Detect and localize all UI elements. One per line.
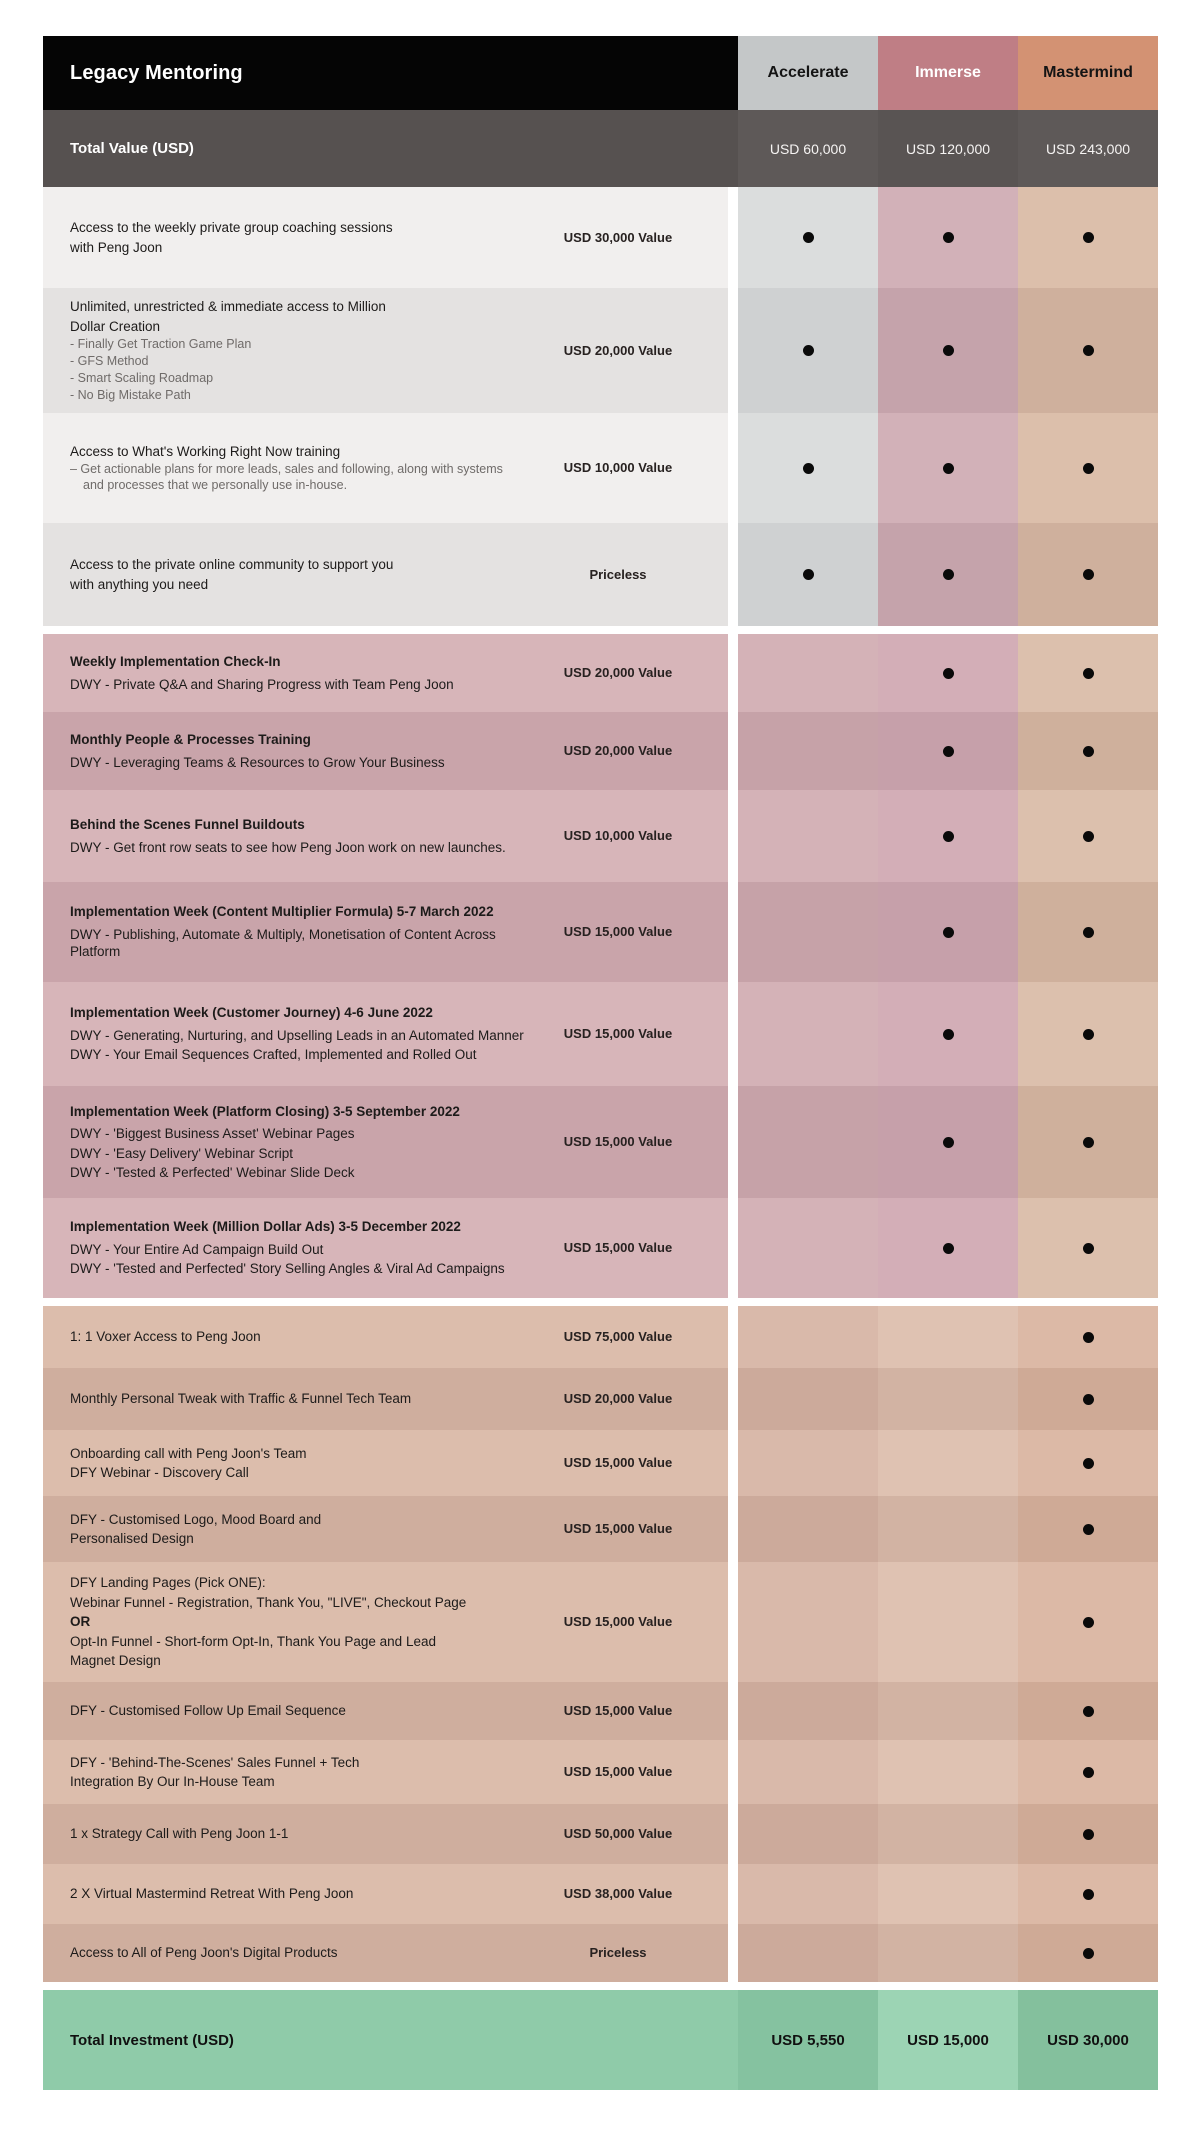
plan-cell-accelerate: [738, 1682, 878, 1740]
feature-description: [43, 1093, 538, 1192]
feature-cell: [43, 1562, 728, 1682]
total-value-cell: USD 243,000: [1018, 110, 1158, 187]
plan-cell-accelerate: [738, 1086, 878, 1198]
feature-description: [43, 1815, 538, 1853]
feature-cell: [43, 712, 728, 790]
plan-cell-immerse: [878, 1740, 1018, 1804]
feature-text-line: 1: 1 Voxer Access to Peng Joon: [70, 1329, 261, 1345]
feature-cell: [43, 1086, 728, 1198]
plan-cell-accelerate: [738, 413, 878, 523]
plan-cell-accelerate: [738, 1430, 878, 1496]
column-gutter: [728, 1924, 738, 1982]
total-investment-cells: [738, 1990, 1158, 2090]
included-dot-icon: [943, 668, 954, 679]
feature-description: [43, 1318, 538, 1356]
included-dot-icon: [1083, 1458, 1094, 1469]
plan-cell-immerse: [878, 1562, 1018, 1682]
plan-cell-accelerate: [738, 1496, 878, 1562]
plan-cell-mastermind: [1018, 790, 1158, 882]
feature-text-line: - Smart Scaling Roadmap: [70, 371, 214, 385]
feature-cell: [43, 413, 728, 523]
feature-text-line: Monthly Personal Tweak with Traffic & Funnel Tech Team: [70, 1391, 412, 1407]
feature-cell: [43, 1496, 728, 1562]
plan-cell-immerse: [878, 1430, 1018, 1496]
feature-text-line: Access to the weekly private group coaching sessions: [70, 220, 393, 235]
feature-text-line: DWY - 'Easy Delivery' Webinar Script: [70, 1145, 293, 1161]
total-investment-label: Total Investment (USD): [70, 2031, 234, 2049]
feature-value: USD 20,000 Value: [563, 342, 673, 358]
plan-cell-immerse: [878, 1864, 1018, 1924]
feature-text-line: – Get actionable plans for more leads, sales and following, along with systems and processes that we personally use in-house.: [70, 462, 503, 493]
included-dot-icon: [1083, 1767, 1094, 1778]
total-investment-row: [43, 1990, 1158, 2090]
table-row: [43, 1430, 1158, 1496]
table-row: [43, 882, 1158, 982]
feature-value: USD 15,000 Value: [563, 1764, 673, 1779]
feature-value: USD 15,000 Value: [563, 1026, 673, 1041]
feature-cell: [43, 1864, 728, 1924]
feature-cell: [43, 1740, 728, 1804]
table-row: [43, 413, 1158, 523]
plan-cell-accelerate: [738, 187, 878, 288]
plan-cell-accelerate: [738, 712, 878, 790]
plan-cell-mastermind: [1018, 1562, 1158, 1682]
plan-cell-immerse: [878, 1086, 1018, 1198]
feature-description: [43, 1564, 538, 1680]
column-gutter: [728, 634, 738, 712]
column-gutter: [728, 288, 738, 413]
feature-description: [43, 1934, 538, 1972]
included-dot-icon: [1083, 927, 1094, 938]
feature-cell: [43, 1198, 728, 1298]
plan-cell-mastermind: [1018, 982, 1158, 1086]
feature-description: [43, 721, 538, 781]
plan-cell-immerse: [878, 523, 1018, 626]
table-row: [43, 288, 1158, 413]
feature-text-line: DWY - 'Biggest Business Asset' Webinar Pages: [70, 1126, 355, 1141]
plan-cell-immerse: [878, 1198, 1018, 1298]
plan-cell-accelerate: [738, 1562, 878, 1682]
feature-value: USD 15,000 Value: [563, 1240, 673, 1255]
feature-cell: [43, 1924, 728, 1982]
plan-cell-mastermind: [1018, 1368, 1158, 1430]
section-gap: [43, 1298, 1158, 1306]
feature-text-line: with Peng Joon: [70, 239, 163, 255]
included-dot-icon: [1083, 345, 1094, 356]
feature-description: [43, 1501, 538, 1558]
plan-cell-mastermind: [1018, 288, 1158, 413]
plan-cell-accelerate: [738, 1740, 878, 1804]
column-gutter: [728, 1864, 738, 1924]
plan-cell-accelerate: [738, 1924, 878, 1982]
feature-cell: [43, 1306, 728, 1368]
feature-description: [43, 893, 538, 971]
feature-value: USD 15,000 Value: [563, 1521, 673, 1536]
plan-cell-accelerate: [738, 1804, 878, 1864]
plan-cell-immerse: [878, 1924, 1018, 1982]
included-dot-icon: [803, 232, 814, 243]
plan-header-accelerate: Accelerate: [738, 36, 878, 110]
feature-cell: [43, 288, 728, 413]
feature-description: [43, 546, 538, 603]
feature-description: [43, 806, 538, 866]
plan-header-mastermind: Mastermind: [1018, 36, 1158, 110]
plan-cell-immerse: [878, 1804, 1018, 1864]
column-gutter: [728, 523, 738, 626]
feature-value: Priceless: [589, 1945, 647, 1960]
feature-cell: [43, 1430, 728, 1496]
table-row: [43, 1682, 1158, 1740]
table-row: [43, 1368, 1158, 1430]
feature-text-line: Dollar Creation: [70, 318, 161, 334]
plan-cell-mastermind: [1018, 1924, 1158, 1982]
feature-text-line: with anything you need: [70, 576, 209, 592]
included-dot-icon: [1083, 1948, 1094, 1959]
included-dot-icon: [1083, 569, 1094, 580]
included-dot-icon: [1083, 1029, 1094, 1040]
feature-cell: [43, 1804, 728, 1864]
feature-text-line: DWY - 'Tested and Perfected' Story Selling Angles & Viral Ad Campaigns: [70, 1261, 505, 1277]
feature-description: [43, 1380, 538, 1418]
feature-cell: [43, 790, 728, 882]
included-dot-icon: [1083, 1137, 1094, 1148]
feature-text-line: DWY - 'Tested & Perfected' Webinar Slide Deck: [70, 1165, 355, 1180]
feature-text-line: DWY - Leveraging Teams & Resources to Grow Your Business: [70, 754, 445, 770]
plan-cell-mastermind: [1018, 634, 1158, 712]
column-gutter: [728, 982, 738, 1086]
included-dot-icon: [943, 1029, 954, 1040]
feature-description: [43, 209, 538, 266]
included-dot-icon: [1083, 232, 1094, 243]
included-dot-icon: [943, 1243, 954, 1254]
feature-text-line: Implementation Week (Customer Journey) 4-6 June 2022: [70, 1005, 433, 1021]
feature-cell: [43, 1682, 728, 1740]
plan-cell-accelerate: [738, 1864, 878, 1924]
feature-value: USD 10,000 Value: [563, 828, 673, 843]
included-dot-icon: [943, 831, 954, 842]
included-dot-icon: [1083, 1524, 1094, 1535]
total-investment-cell: USD 15,000: [878, 1990, 1018, 2090]
included-dot-icon: [943, 345, 954, 356]
included-dot-icon: [1083, 831, 1094, 842]
plan-header-immerse: Immerse: [878, 36, 1018, 110]
feature-text-line: Implementation Week (Million Dollar Ads) 3-5 December 2022: [70, 1219, 461, 1235]
plan-cell-accelerate: [738, 634, 878, 712]
plan-cell-mastermind: [1018, 1086, 1158, 1198]
table-row: [43, 1496, 1158, 1562]
column-gutter: [728, 1496, 738, 1562]
column-gutter: [728, 1198, 738, 1298]
plan-cell-mastermind: [1018, 1740, 1158, 1804]
total-investment-cell: USD 5,550: [738, 1990, 878, 2090]
feature-text-line: 1 x Strategy Call with Peng Joon 1-1: [70, 1826, 289, 1842]
plan-cell-accelerate: [738, 982, 878, 1086]
column-gutter: [728, 882, 738, 982]
feature-text-line: Webinar Funnel - Registration, Thank You, "LIVE", Checkout Page: [70, 1594, 467, 1610]
feature-value: USD 15,000 Value: [563, 924, 673, 939]
feature-text-line: Integration By Our In-House Team: [70, 1774, 275, 1789]
column-gutter: [728, 1086, 738, 1198]
feature-text-line: Unlimited, unrestricted & immediate access to Million: [70, 299, 386, 314]
plan-cell-immerse: [878, 288, 1018, 413]
plan-cell-accelerate: [738, 882, 878, 982]
feature-description: [43, 433, 538, 504]
table-row: [43, 634, 1158, 712]
feature-value: USD 10,000 Value: [563, 460, 673, 475]
included-dot-icon: [803, 569, 814, 580]
feature-description: [43, 1435, 538, 1492]
included-dot-icon: [943, 463, 954, 474]
feature-text-line: DFY Landing Pages (Pick ONE):: [70, 1575, 266, 1591]
feature-text-line: OR: [70, 1614, 91, 1630]
feature-value: USD 15,000 Value: [563, 1614, 673, 1629]
feature-text-line: Implementation Week (Platform Closing) 3-5 September 2022: [70, 1103, 460, 1119]
plan-cell-accelerate: [738, 1198, 878, 1298]
feature-text-line: DWY - Publishing, Automate & Multiply, Monetisation of Content Across Platform: [70, 926, 496, 960]
plan-cell-mastermind: [1018, 1430, 1158, 1496]
column-gutter: [728, 1562, 738, 1682]
total-value-cells: [738, 110, 1158, 187]
feature-description: [43, 994, 538, 1074]
page-title: Legacy Mentoring: [43, 36, 738, 110]
feature-text-line: DFY Webinar - Discovery Call: [70, 1465, 249, 1480]
feature-value: USD 20,000 Value: [563, 1391, 673, 1406]
feature-text-line: - Finally Get Traction Game Plan: [70, 337, 252, 351]
included-dot-icon: [1083, 463, 1094, 474]
feature-text-line: Access to All of Peng Joon's Digital Products: [70, 1945, 338, 1961]
total-investment-cell: USD 30,000: [1018, 1990, 1158, 2090]
included-dot-icon: [1083, 1332, 1094, 1343]
feature-text-line: Implementation Week (Content Multiplier Formula) 5-7 March 2022: [70, 904, 494, 920]
plan-headers: [738, 36, 1158, 110]
feature-text-line: Access to What's Working Right Now training: [70, 443, 341, 459]
table-row: [43, 1306, 1158, 1368]
feature-description: [43, 288, 538, 413]
table-row: [43, 1198, 1158, 1298]
included-dot-icon: [803, 463, 814, 474]
column-gutter: [728, 712, 738, 790]
feature-text-line: Magnet Design: [70, 1653, 161, 1669]
total-value-label: Total Value (USD): [70, 140, 194, 157]
feature-text-line: Weekly Implementation Check-In: [70, 654, 281, 669]
table-row: [43, 790, 1158, 882]
column-gutter: [728, 1430, 738, 1496]
included-dot-icon: [1083, 1243, 1094, 1254]
feature-cell: [43, 982, 728, 1086]
total-value-cell: USD 120,000: [905, 140, 991, 157]
plan-cell-mastermind: [1018, 187, 1158, 288]
included-dot-icon: [1083, 1706, 1094, 1717]
plan-cell-immerse: [878, 1682, 1018, 1740]
column-gutter: [728, 1306, 738, 1368]
included-dot-icon: [1083, 668, 1094, 679]
pricing-comparison-table: [43, 36, 1158, 2090]
feature-value: USD 50,000 Value: [563, 1826, 673, 1841]
plan-cell-mastermind: [1018, 1864, 1158, 1924]
feature-text-line: Behind the Scenes Funnel Buildouts: [70, 817, 305, 832]
plan-cell-immerse: [878, 413, 1018, 523]
included-dot-icon: [943, 927, 954, 938]
feature-description: [43, 1692, 538, 1730]
feature-text-line: - No Big Mistake Path: [70, 388, 191, 402]
total-value-cell: USD 60,000: [738, 110, 878, 187]
feature-text-line: DFY - 'Behind-The-Scenes' Sales Funnel + Tech: [70, 1754, 360, 1770]
feature-description: [43, 1208, 538, 1288]
feature-text-line: Opt-In Funnel - Short-form Opt-In, Thank You Page and Lead: [70, 1633, 436, 1649]
feature-text-line: DWY - Generating, Nurturing, and Upselling Leads in an Automated Manner: [70, 1027, 524, 1043]
table-row: [43, 1804, 1158, 1864]
column-gutter: [728, 1804, 738, 1864]
included-dot-icon: [943, 1137, 954, 1148]
column-gutter: [728, 1740, 738, 1804]
feature-text-line: Onboarding call with Peng Joon's Team: [70, 1445, 307, 1461]
plan-cell-immerse: [878, 1306, 1018, 1368]
feature-value: USD 30,000 Value: [563, 229, 673, 245]
table-row: [43, 1864, 1158, 1924]
feature-text-line: DFY - Customised Logo, Mood Board and: [70, 1511, 322, 1527]
included-dot-icon: [1083, 1394, 1094, 1405]
feature-sections: [43, 187, 1158, 1990]
plan-cell-mastermind: [1018, 413, 1158, 523]
table-row: [43, 1924, 1158, 1982]
column-gutter: [728, 413, 738, 523]
included-dot-icon: [1083, 1617, 1094, 1628]
table-row: [43, 1740, 1158, 1804]
section-gap: [43, 1982, 1158, 1990]
feature-value: Priceless: [589, 566, 647, 582]
feature-value: USD 38,000 Value: [563, 1886, 673, 1901]
feature-value: USD 15,000 Value: [563, 1703, 673, 1718]
table-header-row: [43, 36, 1158, 110]
plan-cell-mastermind: [1018, 1804, 1158, 1864]
plan-cell-immerse: [878, 634, 1018, 712]
included-dot-icon: [943, 232, 954, 243]
plan-cell-mastermind: [1018, 882, 1158, 982]
included-dot-icon: [1083, 1889, 1094, 1900]
plan-cell-immerse: [878, 1496, 1018, 1562]
plan-cell-immerse: [878, 882, 1018, 982]
feature-text-line: DWY - Your Entire Ad Campaign Build Out: [70, 1241, 324, 1257]
included-dot-icon: [943, 746, 954, 757]
plan-cell-mastermind: [1018, 1306, 1158, 1368]
feature-description: [43, 1875, 538, 1913]
included-dot-icon: [803, 345, 814, 356]
feature-value: USD 15,000 Value: [563, 1134, 673, 1149]
feature-value: USD 20,000 Value: [563, 665, 673, 680]
feature-cell: [43, 523, 728, 626]
column-gutter: [728, 187, 738, 288]
plan-cell-accelerate: [738, 1306, 878, 1368]
included-dot-icon: [943, 569, 954, 580]
plan-cell-mastermind: [1018, 712, 1158, 790]
column-gutter: [728, 1368, 738, 1430]
total-value-row: [43, 110, 1158, 187]
plan-cell-mastermind: [1018, 1682, 1158, 1740]
included-dot-icon: [1083, 1829, 1094, 1840]
feature-text-line: Personalised Design: [70, 1531, 194, 1546]
column-gutter: [728, 1682, 738, 1740]
plan-cell-accelerate: [738, 288, 878, 413]
feature-value: USD 15,000 Value: [563, 1455, 673, 1470]
feature-cell: [43, 634, 728, 712]
plan-cell-immerse: [878, 187, 1018, 288]
feature-text-line: - GFS Method: [70, 354, 149, 368]
column-gutter: [728, 790, 738, 882]
feature-cell: [43, 1368, 728, 1430]
table-row: [43, 1086, 1158, 1198]
feature-text-line: Monthly People & Processes Training: [70, 732, 311, 747]
feature-value: USD 20,000 Value: [563, 743, 673, 758]
table-row: [43, 187, 1158, 288]
feature-text-line: DFY - Customised Follow Up Email Sequence: [70, 1703, 346, 1719]
feature-description: [43, 643, 538, 703]
feature-cell: [43, 882, 728, 982]
feature-text-line: Access to the private online community to support you: [70, 557, 394, 572]
feature-text-line: DWY - Get front row seats to see how Peng Joon work on new launches.: [70, 839, 506, 855]
plan-cell-immerse: [878, 1368, 1018, 1430]
feature-text-line: 2 X Virtual Mastermind Retreat With Peng Joon: [70, 1886, 354, 1902]
feature-description: [43, 1744, 538, 1801]
plan-cell-mastermind: [1018, 1198, 1158, 1298]
plan-cell-accelerate: [738, 790, 878, 882]
plan-cell-mastermind: [1018, 523, 1158, 626]
plan-cell-mastermind: [1018, 1496, 1158, 1562]
plan-cell-immerse: [878, 790, 1018, 882]
feature-text-line: DWY - Private Q&A and Sharing Progress with Team Peng Joon: [70, 676, 454, 692]
section-gap: [43, 626, 1158, 634]
feature-value: USD 75,000 Value: [563, 1329, 673, 1344]
table-row: [43, 712, 1158, 790]
plan-cell-immerse: [878, 982, 1018, 1086]
feature-text-line: DWY - Your Email Sequences Crafted, Implemented and Rolled Out: [70, 1047, 477, 1063]
included-dot-icon: [1083, 746, 1094, 757]
table-row: [43, 1562, 1158, 1682]
feature-cell: [43, 187, 728, 288]
plan-cell-immerse: [878, 712, 1018, 790]
plan-cell-accelerate: [738, 523, 878, 626]
plan-cell-accelerate: [738, 1368, 878, 1430]
table-row: [43, 523, 1158, 626]
table-row: [43, 982, 1158, 1086]
